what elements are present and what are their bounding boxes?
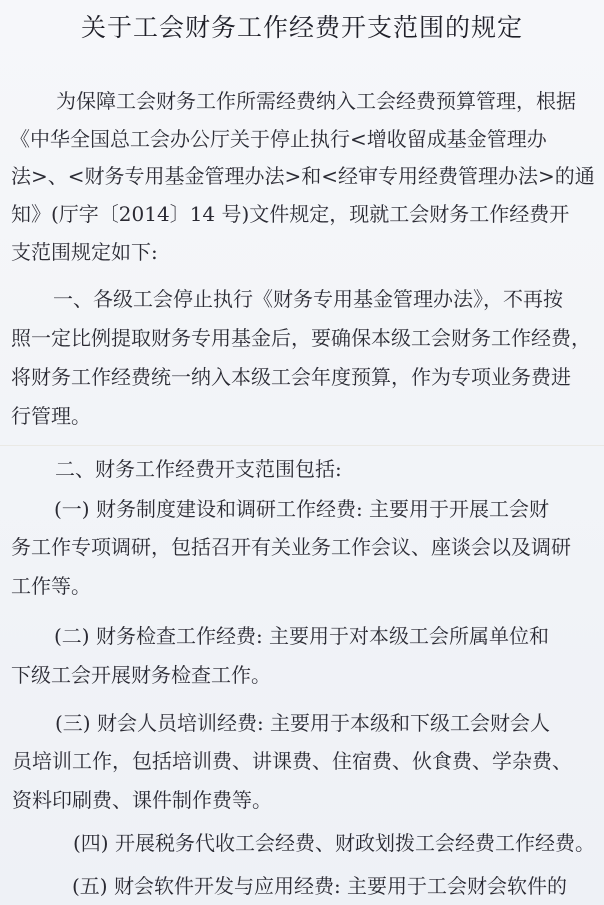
text-line: 一、各级工会停止执行《财务专用基金管理办法》，不再按 xyxy=(53,287,563,311)
text-line: (二) 财务检查工作经费: 主要用于对本级工会所属单位和 xyxy=(54,624,550,648)
text-line: 为保障工会财务工作所需经费纳入工会经费预算管理，根据 xyxy=(56,89,576,113)
text-line: 工作等。 xyxy=(11,574,91,598)
text-line: 法>、<财务专用基金管理办法>和<经审专用经费管理办法>的通 xyxy=(11,164,595,188)
text-line: (四) 开展税务代收工会经费、财政划拨工会经费工作经费。 xyxy=(73,831,595,855)
document-title: 关于工会财务工作经费开支范围的规定 xyxy=(80,13,523,42)
text-line: 《中华全国总工会办公厅关于停止执行<增收留成基金管理办 xyxy=(10,127,547,151)
text-line: 行管理。 xyxy=(11,404,91,428)
text-line: 知》(厅字〔2014〕14 号)文件规定，现就工会财务工作经费开 xyxy=(11,202,570,226)
text-line: 下级工会开展财务检查工作。 xyxy=(11,663,271,687)
text-line: 二、财务工作经费开支范围包括: xyxy=(55,457,342,481)
text-line: (三) 财会人员培训经费: 主要用于本级和下级工会财会人 xyxy=(55,711,551,735)
text-line: 员培训工作，包括培训费、讲课费、住宿费、伙食费、学杂费、 xyxy=(12,749,572,773)
text-line: 照一定比例提取财务专用基金后，要确保本级工会财务工作经费， xyxy=(11,326,591,350)
text-line: 支范围规定如下: xyxy=(11,240,158,264)
text-line: (五) 财会软件开发与应用经费: 主要用于工会财会软件的 xyxy=(72,874,568,898)
text-line: 资料印刷费、课件制作费等。 xyxy=(12,788,272,812)
text-line: 将财务工作经费统一纳入本级工会年度预算，作为专项业务费进 xyxy=(11,365,571,389)
text-line: 务工作专项调研，包括召开有关业务工作会议、座谈会以及调研 xyxy=(11,535,571,559)
scan-band xyxy=(0,445,604,446)
text-line: (一) 财务制度建设和调研工作经费: 主要用于开展工会财 xyxy=(54,497,550,521)
